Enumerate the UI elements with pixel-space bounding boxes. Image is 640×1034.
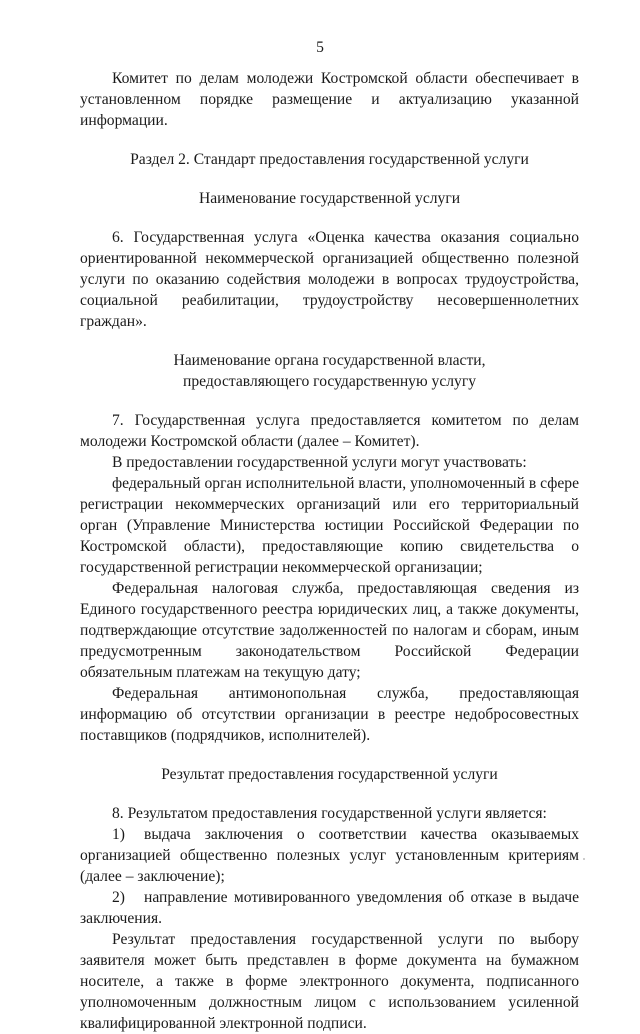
item-2-text: направление мотивированного уведомления об отказе в выдаче заключения. <box>80 889 579 927</box>
section-title: Раздел 2. Стандарт предоставления государственной услуги <box>130 151 529 168</box>
document-body <box>80 68 579 1034</box>
heading-organ-line-1: Наименование органа государственной власти, <box>173 352 486 369</box>
paragraph-8: 8. Результатом предоставления государственной услуги является: <box>112 805 547 822</box>
paragraph-7-federal-organ: федеральный орган исполнительной власти, уполномоченный в сфере регистрации некоммерческих организаций или его территориальный орган (Управление Министерства юстиции Российской Федерации по Костромской области), предоставляющие копию свидетельства о государственной регистрации некоммерческой организации; <box>80 475 579 576</box>
paragraph-7-participants: В предоставлении государственной услуги могут участвовать: <box>112 454 527 471</box>
paragraph-6: 6. Государственная услуга «Оценка качества оказания социально ориентированной некоммерческой организацией общественно полезной услуги по оказанию содействия молодежи в вопросах трудоустройства, социальной реабилитации, трудоустройству несовершеннолетних граждан». <box>80 229 579 330</box>
item-1-text: выдача заключения о соответствии качества оказываемых организацией общественно полезных услуг установленным критериям (далее – заключение); <box>80 826 579 885</box>
paragraph-7-antimonopoly: Федеральная антимонопольная служба, предоставляющая информацию об отсутствии организации в реестре недобросовестных поставщиков (подрядчиков, исполнителей). <box>80 685 579 744</box>
paragraph-8-item-1 <box>80 824 579 887</box>
paragraph-7: 7. Государственная услуга предоставляется комитетом по делам молодежи Костромской области (далее – Комитет). <box>80 412 579 450</box>
paragraph-8-result-form: Результат предоставления государственной услуги по выбору заявителя может быть представлен в форме документа на бумажном носителе, а также в форме электронного документа, подписанного уполномоченным должностным лицом с использованием усиленной квалифицированной электронной подписи. <box>80 931 579 1032</box>
heading-service-name: Наименование государственной услуги <box>198 190 461 207</box>
item-1-number: 1) <box>112 826 125 843</box>
item-2-number: 2) <box>112 889 125 906</box>
intro-paragraph: Комитет по делам молодежи Костромской области обеспечивает в установленном порядке размещение и актуализацию указанной информации. <box>80 70 579 129</box>
heading-result: Результат предоставления государственной услуги <box>161 766 498 783</box>
heading-organ-line-2: предоставляющего государственную услугу <box>182 373 477 390</box>
scan-speck <box>583 858 585 860</box>
paragraph-8-item-2 <box>80 887 579 929</box>
paragraph-7-tax-service: Федеральная налоговая служба, предоставляющая сведения из Единого государственного реестра юридических лиц, а также документы, подтверждающие отсутствие задолженностей по налогам и сборам, иным предусмотренным законодательством Российской Федерации обязательным платежам на текущую дату; <box>80 580 579 681</box>
page-number: 5 <box>316 39 324 56</box>
